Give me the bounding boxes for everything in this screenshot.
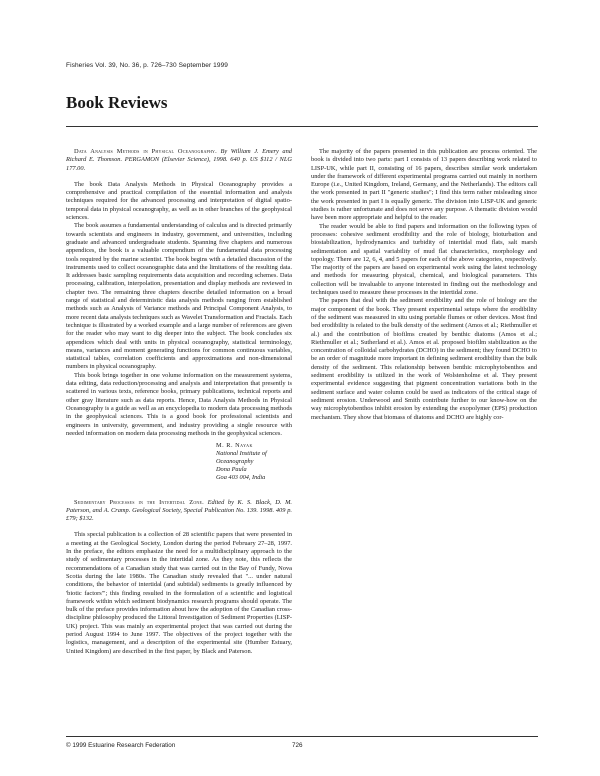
reviewer-institution: National Institute of Oceanography: [216, 450, 267, 466]
review2-title: Sedimentary Processes in the Intertidal Zone.: [74, 498, 204, 506]
reviewer-address: Goa 403 004, India: [216, 474, 266, 482]
section-title: Book Reviews: [66, 93, 168, 112]
right-column: [311, 148, 537, 730]
review1-credits: By William J. Emery and Richard E. Thomson. PERGAMON (Elsevier Science), 1998. 640 p. US $112 / NLG 177.00.: [66, 148, 292, 172]
running-head: Fisheries Vol. 39, No. 36, p. 726–730 September 1999: [66, 62, 229, 69]
review2-paragraph: The papers that deal with the sediment erodibility and the role of biology are the major component of the book. They present experimental setups where the erodibility of the sediment was measured in situ using portable flumes or other devices. Most find bed erodibility is related to the bulk density of the sediment (Amos et al.; Riethmuller et al.) and the contribution of biofilms created by benthic diatoms (Amos et al.; Riethmuller et al.; Sutherland et al.). Amos et al. proposed biofilm stabilization as the concentration of colloidal carbohydrates (DCHO) in the sediment; they found DCHO to be an order of magnitude more important in defining sediment erodibility than the bulk density of the sediment. This relationship between benthic microphytobenthos and sediment erodibility is utilized in the work of Wolstenholme et al. They present experimental evidence suggesting that pigment concentration variations both in the sediment surface and water column could be used as indicators of the critical stage of sediment erosion. Underwood and Smith contribute further to our know-how on the way microphytobenthos inhibit erosion by extending the exopolymer (EPS) production mechanism. They show that biomass of diatoms and DCHO are highly cor-: [311, 297, 537, 421]
reviewer-name: M. R. Nayak: [216, 442, 253, 450]
review1-paragraph: The book assumes a fundamental understanding of calculus and is directed primarily towards scientists and engineers in industry, government, and universities, including graduate and advanced undergraduate students. Spanning five chapters and numerous appendices, the book is a valuable compendium of the fundamental data processing tools required by the marine scientist. The book begins with a detailed discussion of the instruments used to collect oceanographic data and the limitations of the resulting data. It addresses basic sampling requirements data acquisition and recording schemes. Data processing, calibration, interpolation, presentation and display methods are reviewed in chapter two. The remaining three chapters describe detailed information on a broad range of statistical and deterministic data analysis methods ranging from established methods such as Analysis of Variance methods and Principal Component Analysis, to more recent data analysis techniques such as Wavelet Transformation and Fractals. Each technique is illustrated by a worked example and a large number of references are given for the reader who may want to dig deeper into the subject. The book concludes six appendices which deal with units in physical oceanography, statistical terminology, means, variances and moment generating functions for common continuous variables, statistical tables, correlation coefficients and approximations and non-dimensional numbers in physical oceanography.: [66, 222, 292, 371]
review2-paragraph: The majority of the papers presented in this publication are process oriented. The book is divided into two parts: part I consists of 13 papers describing work related to LISP-UK, while part II, consisting of 16 papers, describes similar work undertaken under the framework of different experimental programs carried out mainly in northern Europe (i.e., United Kingdom, Ireland, Germany, and the Netherlands). The editors call the work presented in part II "generic studies"; I find this term rather misleading since the work presented in part I is equally generic. The division into LISP-UK and generic studies is rather unfortunate and does not serve any purpose. A thematic division would have been more appropriate and helpful to the reader.: [311, 148, 537, 222]
review1-signature: [216, 442, 292, 482]
review1-paragraph: The book Data Analysis Methods in Physical Oceanography provides a comprehensive and practical compilation of the essential information and analysis techniques required for the advanced processing and interpretation of digital spatio-temporal data in physical oceanography, as well as in other branches of the geophysical sciences.: [66, 180, 292, 222]
review1-paragraph: This book brings together in one volume information on the measurement systems, data editing, data reduction/processing and analysis and interpretation that presently is scattered in various texts, reference books, primary publications, technical reports and other gray literature such as data reports. Hence, Data Analysis Methods in Physical Oceanography is a guide as well as an encyclopedia to modern data processing methods in the geophysical sciences. This is a good book for professional scientists and engineers in university, government, and industry providing a single resource with needed information on modern data processing methods in the geophysical sciences.: [66, 371, 292, 437]
footer-rule: [66, 736, 538, 737]
header-rule: [66, 126, 538, 127]
copyright-notice: © 1999 Estuarine Research Federation: [66, 742, 176, 749]
page-number: 726: [292, 742, 303, 749]
review2-paragraph: The reader would be able to find papers and information on the following types of processes: cohesive sediment erodibility and the role of biology, bioturbation and biostabilization, hydrodynamics and turbidity of intertidal mud flats, salt marsh sedimentation and spatial variability of mud flat characteristics, morphology and topology. There are 12, 6, 4, and 5 papers for each of the above categories, respectively. The majority of the papers are based on experimental work using the latest technology and methods for measuring physical, chemical, and biological parameters. This collection will be invaluable to anyone interested in finding out the methodology and techniques used to measure these processes in the intertidal zone.: [311, 222, 537, 297]
review2-paragraph: This special publication is a collection of 28 scientific papers that were presented in a meeting at the Geological Society, London during the period February 27–28, 1997. In the preface, the editors emphasize the need for a multidisciplinary approach to the study of sedimentary processes in the intertidal zone. As they note, this reflects the recommendations of a Canadian study that was carried out in the Bay of Fundy, Nova Scotia during the late 1980s. The Canadian study revealed that "... under natural conditions, the behavior of intertidal (and subtidal) sediments is greatly influenced by 'biotic factors'"; this finding resulted in the formulation of a scientific and logistical framework within which sediment biodynamics research programs should operate. The bulk of the preface provides information about how the adoption of the Canadian cross-discipline philosophy produced the Littoral Investigation of Sediment Properties (LISP-UK) project. This was mainly an experimental project that was carried out during the period August 1994 to June 1997. The objectives of the project together with the logistics, management, and a description of the experimental site (Humber Estuary, United Kingdom) are described in the first paper, by Black and Paterson.: [66, 531, 292, 655]
review2-heading: [66, 499, 292, 524]
review1-heading: [66, 148, 292, 173]
review1-title: Data Analysis Methods in Physical Oceanography.: [74, 148, 217, 155]
left-column: [66, 148, 292, 730]
review2-credits: Edited by K. S. Black, D. M. Paterson, and A. Cramp. Geological Society, Special Publication No. 139. 1998. 409 p. £79; $132.: [66, 498, 292, 523]
reviewer-city: Dona Paula: [216, 466, 247, 474]
